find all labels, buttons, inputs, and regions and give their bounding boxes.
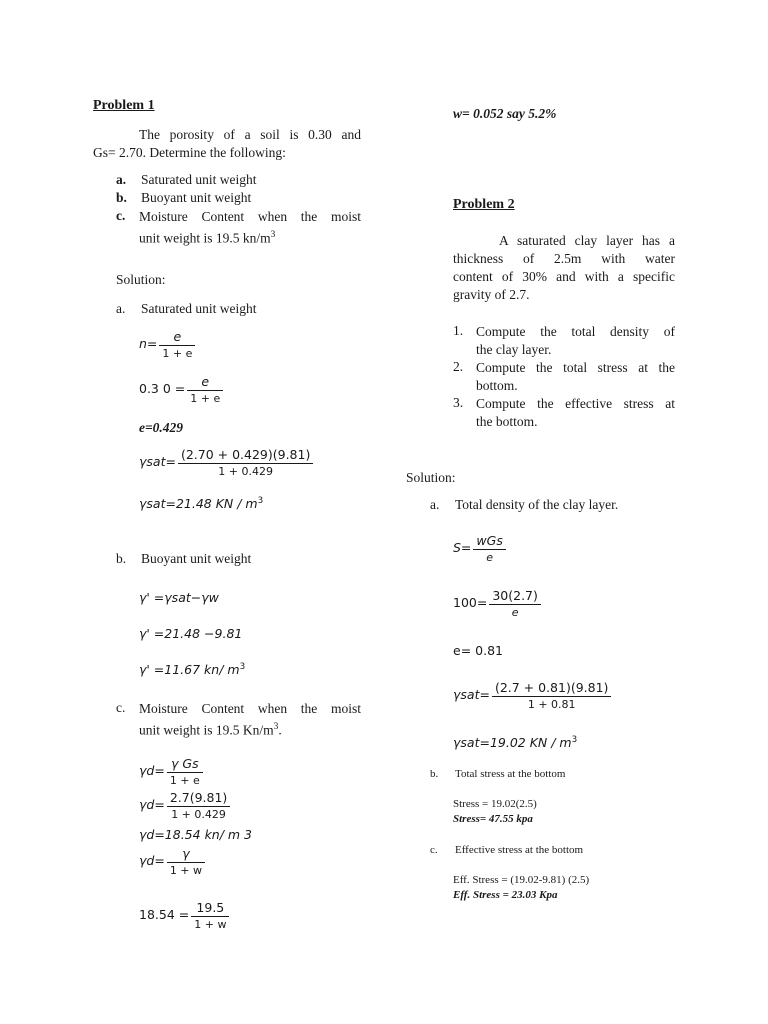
p2-eff-stress-result: Eff. Stress = 23.03 Kpa [453, 889, 558, 901]
item-text: Saturated unit weight [141, 172, 257, 187]
item-marker: a. [116, 172, 127, 187]
p1-eq-yd-2: γd= $\frac{2.7(9.81)}{1 + 0.429}$ [139, 790, 230, 821]
statement-line: content of 30% and with a specific [453, 269, 675, 284]
p1-ysat-result: γsat=21.48 KN / $m^3$ [139, 496, 264, 512]
problem-1-item-b [116, 190, 251, 206]
statement-line: A saturated clay layer has a [499, 233, 675, 248]
part-title: Buoyant unit weight [141, 551, 252, 566]
p2-stress-result: Stress= 47.55 kpa [453, 813, 533, 825]
item-text: unit weight is 19.5 kn/m [139, 230, 271, 246]
problem-2-item-1 [476, 323, 675, 359]
p2-stress-eq: Stress = 19.02(2.5) [453, 798, 537, 810]
part-title: Saturated unit weight [141, 301, 257, 316]
problem-1-solution-label: Solution: [116, 272, 166, 287]
item-text: Compute the effective stress at [476, 396, 675, 411]
item-text: bottom. [476, 378, 518, 393]
p2-eq-ysat: γsat= $\frac{(2.7 + 0.81)(9.81)}{1 + 0.81}$ [453, 680, 611, 711]
problem-1-heading: Problem 1 [93, 98, 155, 113]
problem-2-item-2 [476, 359, 675, 395]
p1-e-result: e=0.429 [139, 420, 184, 435]
problem-1-item-c [116, 208, 141, 224]
p2-part-b-title [430, 768, 565, 780]
problem-2-heading: Problem 2 [453, 197, 515, 212]
part-marker: b. [116, 551, 127, 566]
p1-eq-n: n= $\frac{e}{1 + e}$ [139, 329, 195, 360]
problem-2-item-3-marker: 3. [453, 395, 464, 410]
problem-2-item-1-marker: 1. [453, 323, 464, 338]
problem-2-item-2-marker: 2. [453, 359, 464, 374]
p1-eq-yd-3: γd=18.54 kn/ m 3 [139, 827, 253, 842]
part-title: unit weight is 19.5 Kn/m [139, 722, 274, 738]
p1-part-b-title [116, 551, 251, 567]
item-text: the clay layer. [476, 342, 552, 357]
p1-part-a-title [116, 301, 256, 317]
problem-1-item-c-text [139, 208, 361, 248]
part-marker: c. [430, 844, 438, 856]
problem-1-item-a [116, 172, 256, 188]
p1-eq-moisture: 18.54 = $\frac{19.5}{1 + w}$ [139, 900, 229, 931]
statement-line: Gs= 2.70. Determine the following: [93, 145, 286, 160]
p1-part-c-marker [116, 700, 141, 716]
part-marker: a. [430, 497, 440, 512]
item-marker: b. [116, 190, 127, 205]
part-title: Total density of the clay layer. [455, 497, 619, 512]
statement-line: The porosity of a soil is 0.30 and [139, 127, 361, 142]
problem-1-statement [93, 126, 361, 162]
p1-eq-ysat: γsat= $\frac{(2.70 + 0.429)(9.81)}{1 + 0.429}$ [139, 447, 313, 478]
p2-e-result: e= 0.81 [453, 643, 503, 658]
p1-part-c-title [139, 700, 361, 740]
item-text: Compute the total stress at the [476, 360, 675, 375]
part-title: Moisture Content when the moist [139, 701, 361, 716]
part-marker: b. [430, 768, 439, 780]
problem-2-statement [453, 232, 675, 304]
item-text: Compute the total density of [476, 324, 675, 339]
part-marker: a. [116, 301, 126, 316]
p2-ysat-result: γsat=19.02 KN / $m^3$ [453, 735, 578, 751]
p1-eq-buoyant-3: γ' =11.67 kn/ $m^3$ [139, 662, 246, 678]
p2-eq-100: 100= $\frac{30(2.7)}{e}$ [453, 588, 541, 619]
p1-eq-porosity: 0.3 0 = $\frac{e}{1 + e}$ [139, 374, 223, 405]
p2-eff-stress-eq: Eff. Stress = (19.02-9.81) (2.5) [453, 874, 590, 886]
p1-eq-buoyant-2: γ' =21.48 −9.81 [139, 626, 243, 641]
item-text: Moisture Content when the moist [139, 209, 361, 224]
p1-eq-yd-4: γd= $\frac{\gamma}{1 + w}$ [139, 846, 205, 877]
part-marker: c. [116, 700, 126, 715]
item-text: the bottom. [476, 414, 538, 429]
p2-part-a-title [430, 497, 618, 513]
superscript: 3 [273, 722, 279, 732]
p2-eq-s: S= $\frac{\text{wGs}}{e}$ [453, 533, 506, 564]
statement-line: gravity of 2.7. [453, 287, 530, 302]
p1-w-result: w= 0.052 say 5.2% [453, 106, 557, 121]
punctuation: . [278, 722, 282, 738]
statement-line: thickness of 2.5m with water [453, 251, 675, 266]
problem-2-item-3 [476, 395, 675, 431]
part-title: Effective stress at the bottom [455, 844, 584, 856]
superscript: 3 [270, 230, 276, 240]
p2-part-c-title [430, 844, 583, 856]
p1-eq-buoyant-1: γ' =γsat−γw [139, 590, 219, 605]
problem-2-solution-label: Solution: [406, 470, 456, 485]
item-marker: c. [116, 208, 126, 223]
item-text: Buoyant unit weight [141, 190, 252, 205]
part-title: Total stress at the bottom [455, 768, 566, 780]
p1-eq-yd-1: γd= $\frac{\text{γ Gs}}{1 + e}$ [139, 756, 203, 787]
